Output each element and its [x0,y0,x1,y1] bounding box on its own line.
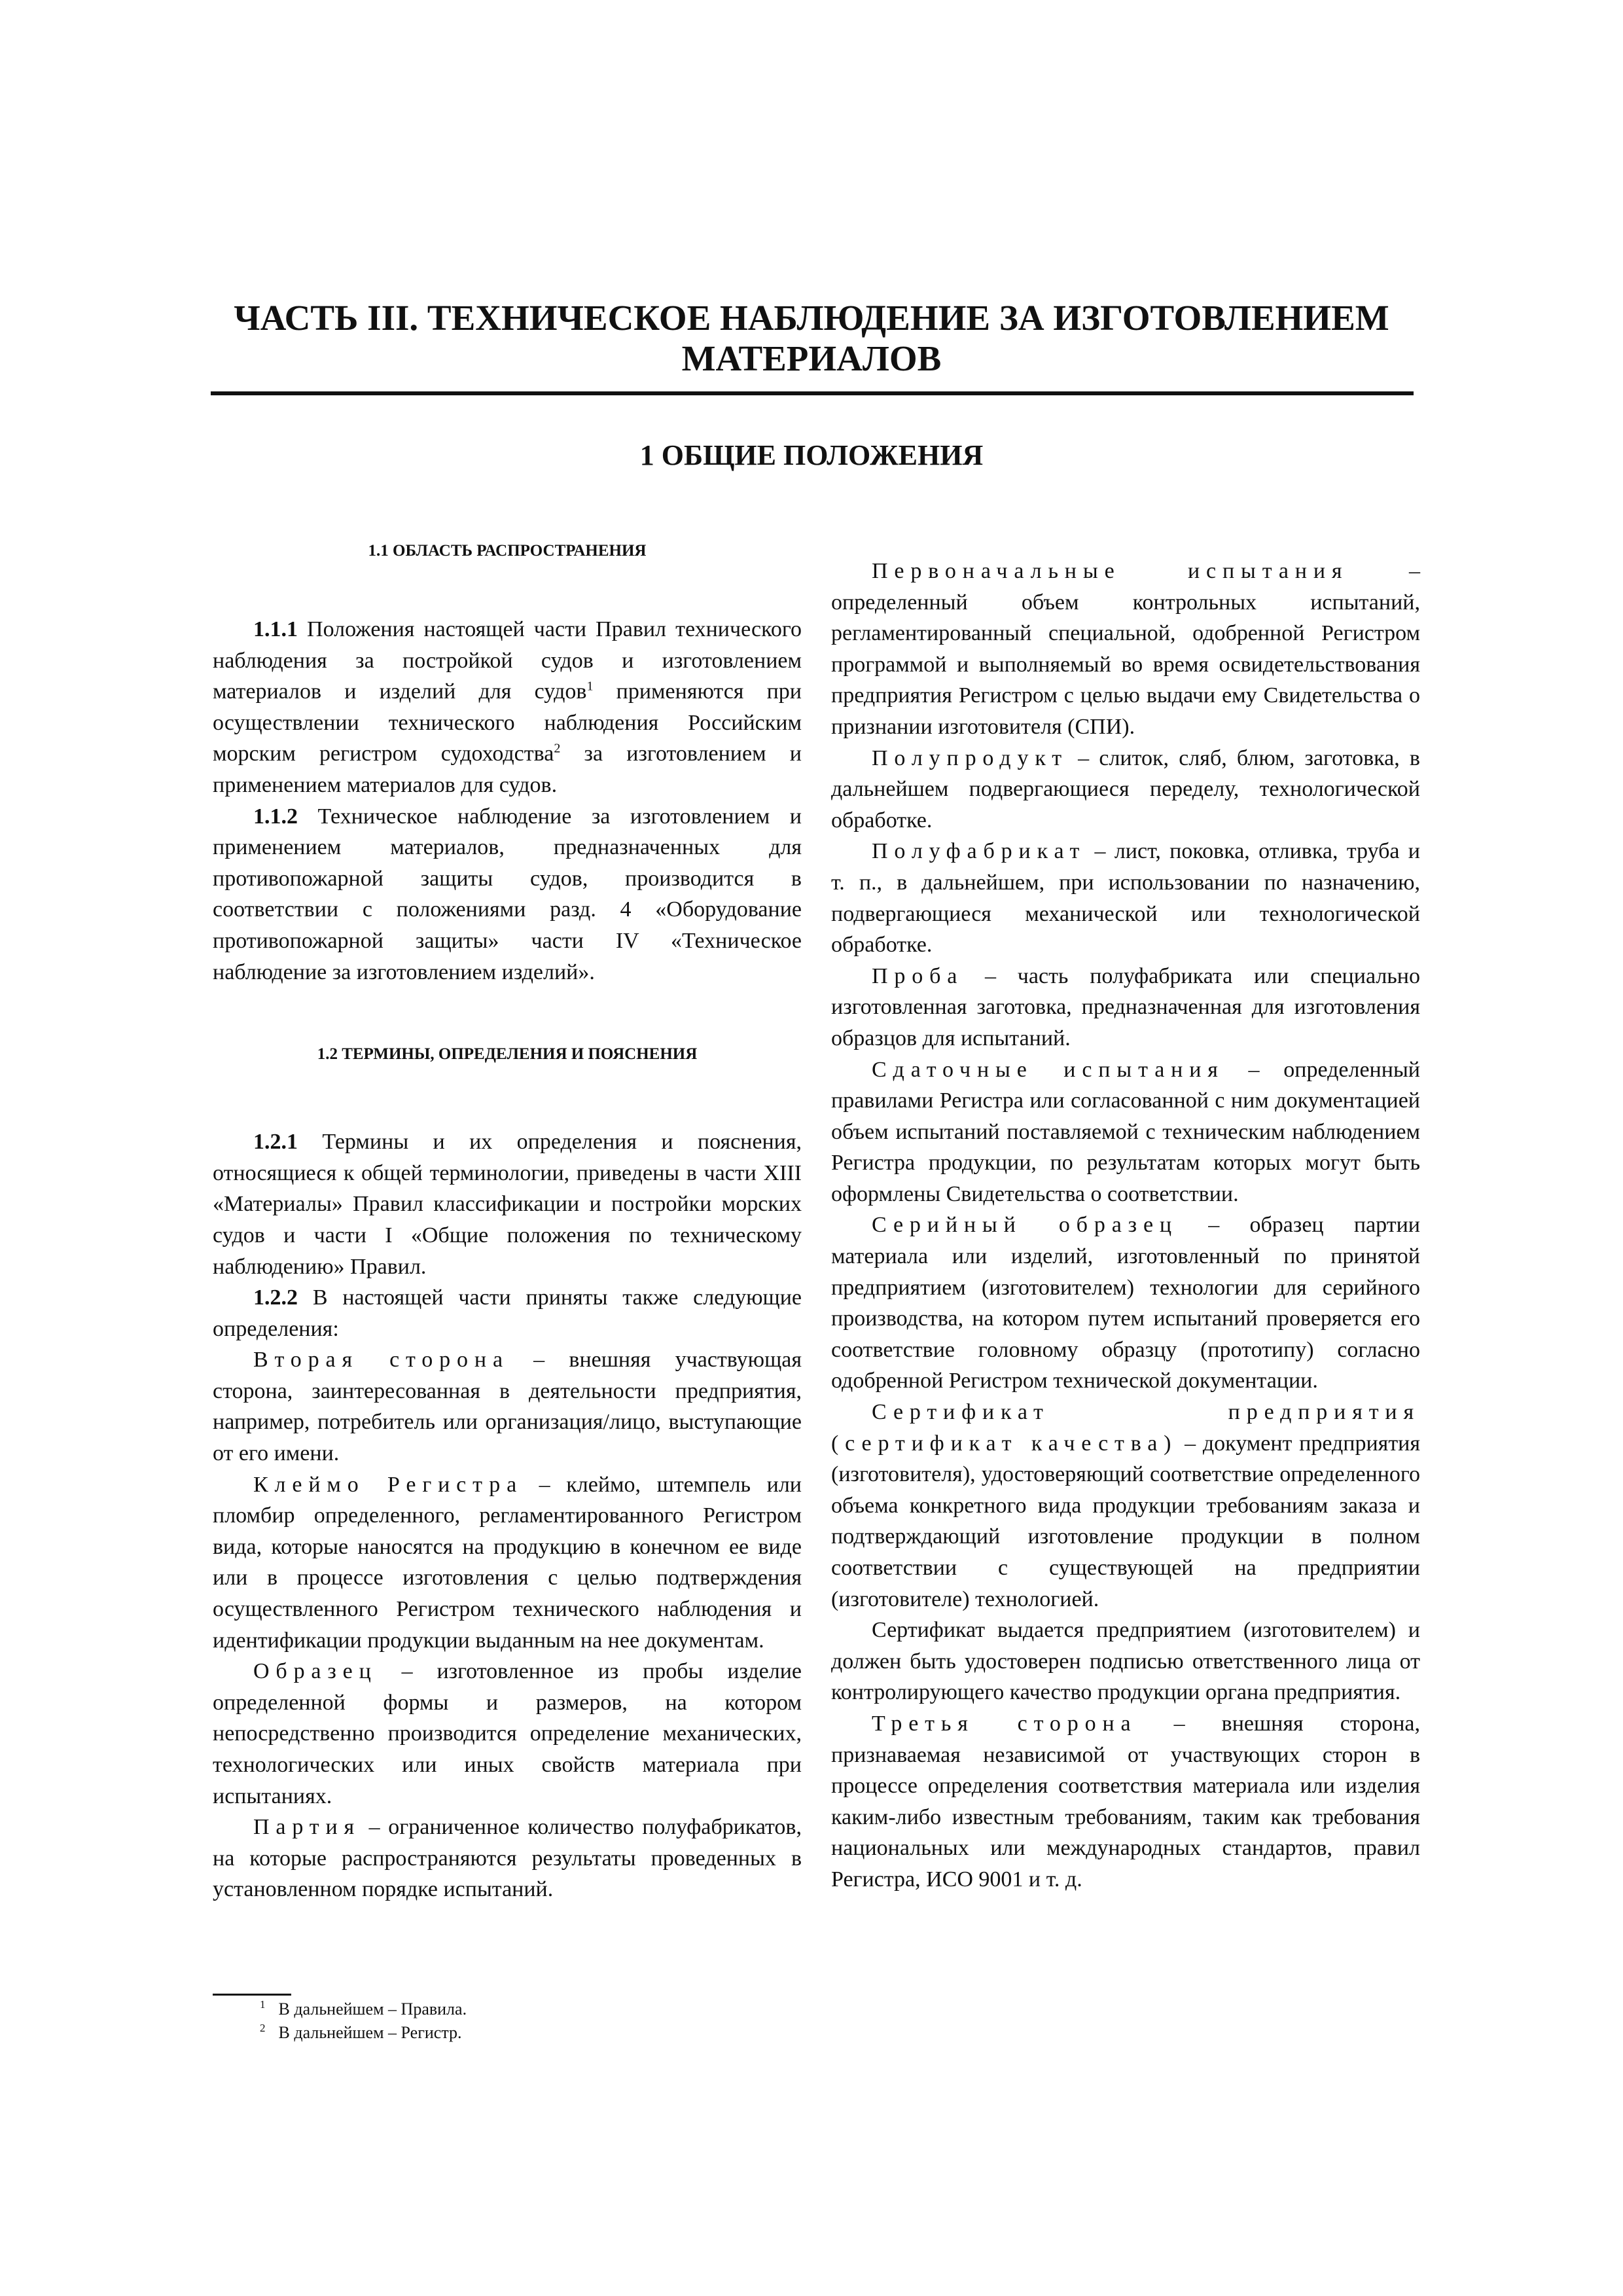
definition-serial-sample [831,1210,1420,1397]
clause-number: 1.1.2 [253,804,298,829]
clause-number: 1.2.1 [253,1130,298,1155]
definition-second-party [213,1344,802,1469]
definition-term: Третья сторона [872,1711,1137,1736]
definition-text: – лист, поковка, отливка, труба и т. п., в дальнейшем, при использовании по назначению, подвергающиеся механической или технологической обработке. [831,839,1420,958]
subsection-heading-1-2: 1.2 ТЕРМИНЫ, ОПРЕДЕЛЕНИЯ И ПОЯСНЕНИЯ [317,1045,698,1064]
definition-text: – внешняя участвующая сторона, заинтересованная в деятельности предприятия, например, потребитель или организация/лицо, выступающие от его имени. [213,1348,802,1466]
footnote-text: В дальнейшем – Правила. [278,2000,467,2018]
paragraph-1-2-2 [213,1282,802,1344]
definition-text: – внешняя сторона, признаваемая независимой от участвующих сторон в процессе определения соответствия материала или изделия каким-либо известным требованиям, таким как требования национальных или международных стандартов, правил Регистра, ИСО 9001 и т. д. [831,1711,1420,1892]
right-column [831,524,1420,1895]
subsection-heading-1-1: 1.1 ОБЛАСТЬ РАСПРОСТРАНЕНИЯ [368,542,647,560]
definition-semi-product [831,743,1420,836]
definition-term: Сдаточные испытания [872,1057,1224,1082]
clause-text: за изготовлением и применением материалов для судов. [213,742,802,797]
definition-text: – часть полуфабриката или специально изготовленная заготовка, предназначенная для изготовления образцов для испытаний. [831,963,1420,1050]
paragraph-1-1-2 [213,801,802,988]
footnotes [213,1998,802,2045]
clause-number: 1.1.1 [253,617,298,641]
definition-text: – слиток, сляб, блюм, заготовка, в дальнейшем подвергающиеся переделу, технологической обработке. [831,745,1420,833]
definition-term: Партия [253,1815,361,1840]
definition-term: Сертификат предприятия (сертификат качества) [831,1400,1420,1456]
definition-text: – определенный правилами Регистра или согласованной с ним документацией объем испытаний поставляемой с техническим наблюдением Регистра продукции, по результатам которых могут быть оформлены Свидетельства о соответствии. [831,1057,1420,1206]
definition-text: Сертификат выдается предприятием (изготовителем) и должен быть удостоверен подписью ответственного лица от контролирующего качество продукции органа предприятия. [831,1618,1420,1705]
definition-term: Первоначальные испытания [872,559,1349,583]
definition-term: Полупродукт [872,745,1068,770]
certificate-note [831,1615,1420,1708]
definition-text: – изготовленное из пробы изделие определенной формы и размеров, на котором непосредственно производится определение механических, технологических или иных свойств материала при испытаниях. [213,1659,802,1808]
section-title: 1 ОБЩИЕ ПОЛОЖЕНИЯ [639,439,984,471]
left-column [213,524,802,1905]
footnote-text: В дальнейшем – Регистр. [278,2023,462,2042]
definition-third-party [831,1708,1420,1895]
definition-text: – ограниченное количество полуфабрикатов, на которые распространяются результаты проведенных в установленном порядке испытаний. [213,1815,802,1902]
footnote-mark: 2 [260,2022,266,2035]
definition-term: Вторая сторона [253,1348,509,1372]
clause-text: В настоящей части приняты также следующие определения: [213,1285,802,1341]
definition-text: – документ предприятия (изготовителя), удостоверяющий соответствие определенного объема конкретного вида продукции требованиям заказа и подтверждающий изготовление продукции в полном соответствии с существующей на предприятии (изготовителе) технологией. [831,1431,1421,1611]
page-title [209,298,1414,379]
definition-text: – клеймо, штемпель или пломбир определенного, регламентированного Регистром вида, которые наносятся на продукцию в конечном ее виде или в процессе изготовления с целью подтверждения осуществленного Регистром технического наблюдения и идентификации продукции выданным на нее документам. [213,1472,802,1653]
clause-text: Положения настоящей части Правил технического наблюдения за постройкой судов и изготовлением материалов и изделий для судов [213,617,802,704]
definition-enterprise-certificate [831,1397,1420,1615]
definition-term: Образец [253,1659,378,1684]
clause-text: Техническое наблюдение за изготовлением и применением материалов, предназначенных для противопожарной защиты судов, производится в соответствии с положениями разд. 4 «Оборудование противопожарной защиты» части IV «Техническое наблюдение за изготовлением изделий». [213,804,802,984]
definition-sample [831,961,1420,1054]
definition-term: Клеймо Регистра [253,1472,524,1497]
paragraph-1-2-1 [213,1126,802,1282]
definition-batch [213,1812,802,1905]
page-title-line-2: МАТЕРИАЛОВ [681,338,942,378]
footnote-mark: 1 [260,1998,266,2011]
definition-term: Серийный образец [872,1213,1178,1238]
title-divider [211,391,1414,395]
clause-text: применяются при осуществлении технического наблюдения Российским морским регистром судоходства [213,679,802,766]
definition-text: – образец партии материала или изделий, изготовленный по принятой предприятием (изготовителем) технологии для серийного производства, на котором путем испытаний проверяется его соответствие головному образцу (прототипу) согласно одобренной Регистром технической документации. [831,1213,1420,1393]
definition-specimen [213,1656,802,1812]
footnote-ref: 1 [586,679,594,694]
paragraph-1-1-1 [213,614,802,801]
definition-term: Полуфабрикат [872,839,1086,864]
footnote-2 [213,2021,802,2045]
footnote-divider [213,1994,291,1996]
definition-acceptance-tests [831,1054,1420,1210]
definition-semi-finished [831,836,1420,960]
clause-number: 1.2.2 [253,1285,298,1310]
page-title-line-1: ЧАСТЬ III. ТЕХНИЧЕСКОЕ НАБЛЮДЕНИЕ ЗА ИЗГОТОВЛЕНИЕМ [234,298,1389,338]
definition-text: – определенный объем контрольных испытаний, регламентированный специальной, одобренной Регистром программой и выполняемый во время освидетельствования предприятия Регистром с целью выдачи ему Свидетельства о признании изготовителя (СПИ). [831,559,1420,739]
definition-term: Проба [872,963,964,988]
footnote-ref: 2 [554,742,561,757]
definition-initial-tests [831,556,1420,743]
definition-register-stamp [213,1469,802,1657]
clause-text: Термины и их определения и пояснения, относящиеся к общей терминологии, приведены в части XIII «Материалы» Правил классификации и постройки морских судов и части I «Общие положения по техническому наблюдению» Правил. [213,1130,802,1279]
footnote-1 [213,1998,802,2021]
